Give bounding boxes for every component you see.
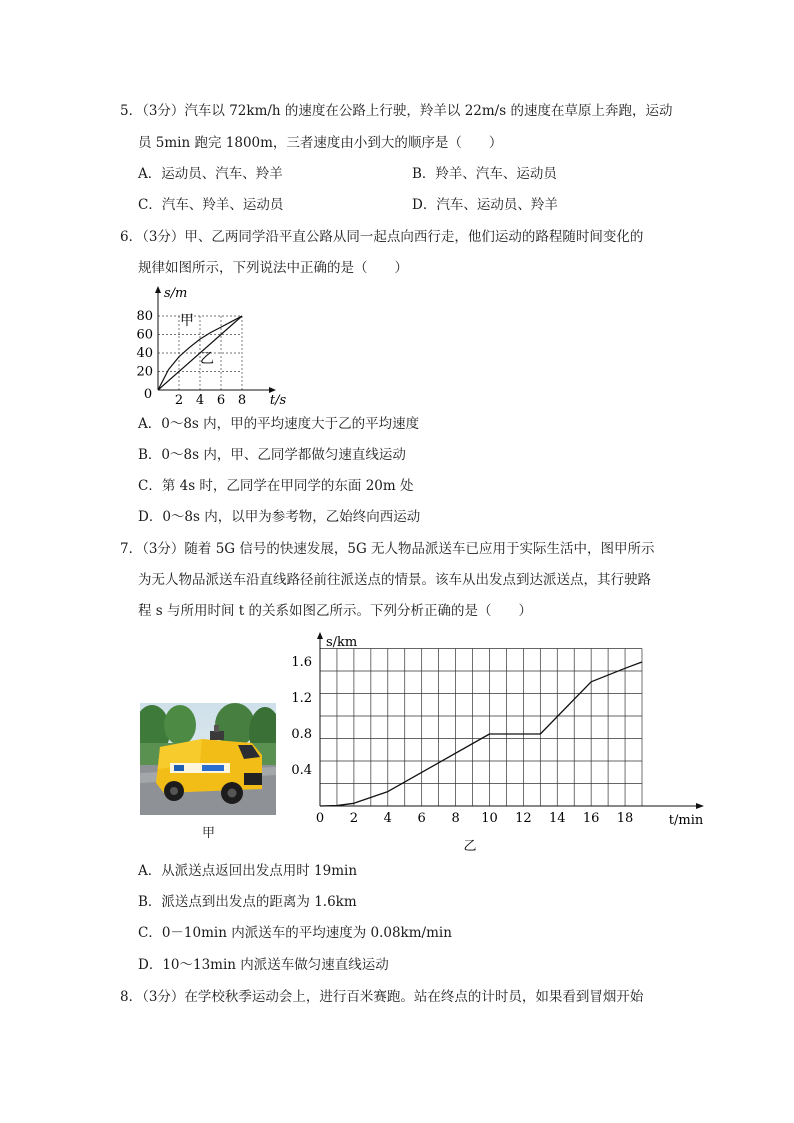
chart2-y-tick-label: 0.8 — [291, 727, 312, 742]
chart2-y-tick-label: 0.4 — [291, 763, 312, 778]
chart1-series-label-yi: 乙 — [200, 351, 214, 367]
chart2-series-line-0 — [320, 662, 642, 806]
q6-stem-line2: 规律如图所示，下列说法中正确的是（ ） — [138, 260, 408, 276]
chart1-x-tick-label: 4 — [195, 393, 205, 408]
chart1-y-axis-label: s/m — [164, 286, 188, 301]
chart1-x-tick-label: 2 — [174, 393, 184, 408]
q7-option-c[interactable]: C．0－10min 内派送车的平均速度为 0.08km/min — [138, 925, 452, 941]
chart2-y-axis-arrow — [317, 632, 323, 639]
chart2-x-tick-label: 10 — [481, 811, 498, 826]
q6-stem-line1: 6．（3分）甲、乙两同学沿平直公路从同一起点向西行走，他们运动的路程随时间变化的 — [120, 229, 644, 245]
q7-distance-time-chart — [286, 628, 710, 854]
chart2-x-tick-label: 18 — [616, 811, 634, 826]
chart2-x-axis-label: t/min — [668, 813, 704, 828]
chart2-x-tick-label: 8 — [451, 811, 460, 826]
chart2-x-tick-label: 0 — [315, 811, 325, 826]
chart2-y-tick-label: 1.6 — [291, 655, 312, 670]
q5-stem-line1: 5．（3分）汽车以 72km/h 的速度在公路上行驶，羚羊以 22m/s 的速度在草原上奔跑，运动 — [120, 103, 673, 119]
chart1-x-axis-label: t/s — [269, 393, 287, 408]
chart2-x-tick-label: 16 — [582, 811, 600, 826]
q7-stem-line2: 为无人物品派送车沿直线路径前往派送点的情景。该车从出发点到达派送点，其行驶路 — [138, 572, 651, 588]
q8-stem-line1: 8．（3分）在学校秋季运动会上，进行百米赛跑。站在终点的计时员，如果看到冒烟开始 — [120, 989, 644, 1005]
q7-option-b[interactable]: B．派送点到出发点的距离为 1.6km — [138, 894, 357, 910]
q6-option-c[interactable]: C．第 4s 时，乙同学在甲同学的东面 20m 处 — [138, 478, 414, 494]
q6-option-a[interactable]: A．0～8s 内，甲的平均速度大于乙的平均速度 — [138, 416, 420, 432]
q5-stem-line2: 员 5min 跑完 1800m，三者速度由小到大的顺序是（ ） — [138, 135, 503, 151]
chart2-x-axis-arrow — [696, 803, 704, 809]
chart1-x-tick-label: 8 — [237, 393, 247, 408]
chart1-y-tick-label: 60 — [136, 327, 153, 343]
q5-option-b[interactable]: B．羚羊、汽车、运动员 — [412, 166, 557, 182]
q5-option-d[interactable]: D．汽车、运动员、羚羊 — [412, 197, 558, 213]
chart1-y-tick-label: 40 — [136, 346, 153, 361]
delivery-vehicle-photo — [140, 703, 276, 815]
chart2-x-tick-label: 4 — [383, 811, 392, 826]
chart2-x-tick-label: 14 — [548, 811, 566, 826]
chart1-y-axis-arrow — [155, 286, 161, 293]
chart2-y-tick-label: 1.2 — [291, 691, 312, 706]
q7-stem-line1: 7．（3分）随着 5G 信号的快速发展，5G 无人物品派送车已应用于实际生活中，图甲所示 — [120, 541, 655, 557]
q7-option-d[interactable]: D．10～13min 内派送车做匀速直线运动 — [138, 957, 389, 973]
chart1-series-label-jia: 甲 — [180, 313, 194, 329]
q7-stem-line3: 程 s 与所用时间 t 的关系如图乙所示。下列分析正确的是（ ） — [138, 603, 533, 619]
q6-option-b[interactable]: B．0～8s 内，甲、乙同学都做匀速直线运动 — [138, 447, 406, 463]
q5-option-a[interactable]: A．运动员、汽车、羚羊 — [138, 166, 283, 182]
chart2-x-tick-label: 6 — [417, 811, 426, 826]
chart2-y-axis-label: s/km — [326, 635, 358, 650]
photo-caption: 甲 — [202, 826, 216, 841]
q6-option-d[interactable]: D．0～8s 内，以甲为参考物，乙始终向西运动 — [138, 509, 421, 525]
chart1-x-tick-label: 6 — [216, 393, 226, 408]
q5-option-c[interactable]: C．汽车、羚羊、运动员 — [138, 197, 284, 213]
q7-option-a[interactable]: A．从派送点返回出发点用时 19min — [138, 863, 358, 879]
chart1-origin-label: 0 — [143, 387, 153, 402]
chart2-x-tick-label: 12 — [515, 811, 532, 826]
chart1-y-tick-label: 80 — [136, 309, 153, 324]
chart1-y-tick-label: 20 — [136, 364, 153, 380]
chart2-caption: 乙 — [463, 839, 477, 854]
q6-distance-time-chart — [130, 282, 300, 408]
chart2-x-tick-label: 2 — [349, 811, 359, 826]
